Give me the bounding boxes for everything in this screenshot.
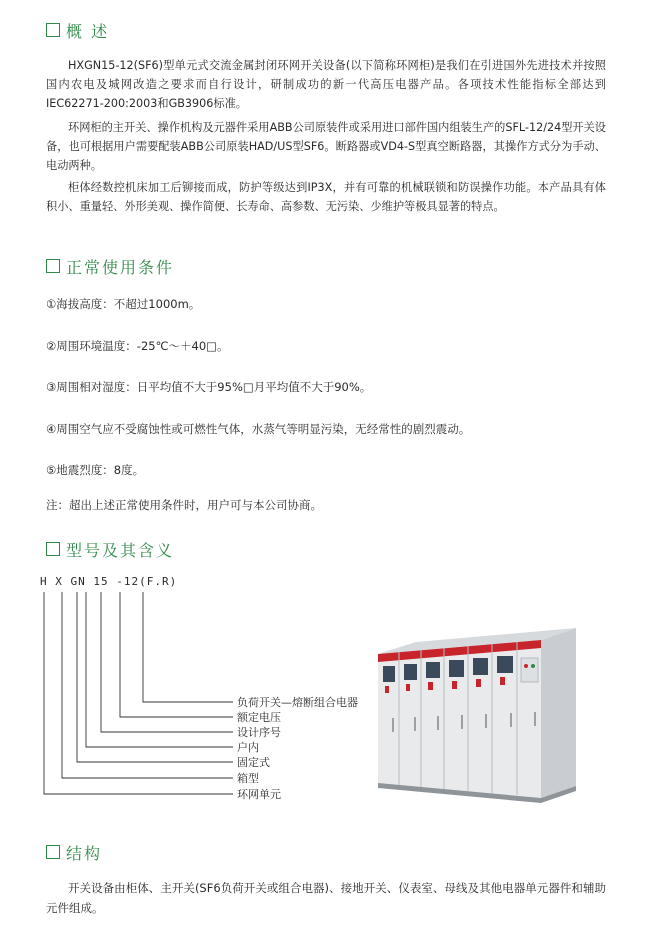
legend-line-indoor xyxy=(86,592,233,747)
legend-line-serial xyxy=(101,592,233,732)
legend-line-box xyxy=(62,592,233,778)
condition-item-altitude: ①海拔高度：不超过1000m。 xyxy=(46,297,201,311)
conditions-title: 正常使用条件 xyxy=(66,257,175,277)
overview-paragraph-2: 环网柜的主开关、操作机构及元器件采用ABB公司原装件或采用进口部件国内组装生产的SFL-12/24型开关设备，也可根据用户需要配装ABB公司原装HAD/US型SF6。断路器或VD4-S型真空断路器，其操作方式分为手动、电动两种。 xyxy=(46,121,606,172)
condition-item-humidity: ③周围相对湿度：日平均值不大于95%□月平均值不大于90%。 xyxy=(46,380,372,394)
legend-indoor: 户内 xyxy=(237,741,259,754)
legend-line-fuse xyxy=(143,592,233,702)
legend-box-type: 箱型 xyxy=(237,772,259,785)
legend-line-ring xyxy=(44,592,233,794)
legend-line-voltage xyxy=(120,592,233,717)
ring-main-unit-cabinet-image xyxy=(376,628,581,803)
overview-paragraph-3: 柜体经数控机床加工后铆接而成，防护等级达到IP3X，并有可靠的机械联锁和防误操作功能。本产品具有体积小、重量轻、外形美观、操作简便、长寿命、高参数、无污染、少维护等极具显著的特点。 xyxy=(46,181,606,213)
checkbox-square-icon xyxy=(46,845,60,859)
legend-ring-main-unit: 环网单元 xyxy=(237,788,281,801)
model-code: H X GN 15 -12(F.R) xyxy=(40,575,178,588)
legend-fuse-combination: 负荷开关—熔断组合电器 xyxy=(237,696,358,709)
structure-heading xyxy=(46,841,102,863)
legend-fixed-type: 固定式 xyxy=(237,756,270,769)
condition-item-air: ④周围空气应不受腐蚀性或可燃性气体，水蒸气等明显污染，无经常性的剧烈震动。 xyxy=(46,422,471,436)
model-title: 型号及其含义 xyxy=(66,540,175,560)
overview-paragraph-1: HXGN15-12(SF6)型单元式交流金属封闭环网开关设备(以下简称环网柜)是我们在引进国外先进技术并按照国内农电及城网改造之要求而自行设计，研制成功的新一代高压电器产品。各项技术性能指标全部达到IEC62271-200:2003和GB3906标准。 xyxy=(46,59,606,110)
condition-item-temperature: ②周围环境温度：-25℃～＋40□。 xyxy=(46,339,229,353)
conditions-note: 注：超出上述正常使用条件时，用户可与本公司协商。 xyxy=(46,498,322,512)
overview-title: 概 述 xyxy=(66,21,110,41)
legend-rated-voltage: 额定电压 xyxy=(237,711,281,724)
legend-design-serial: 设计序号 xyxy=(237,726,281,739)
condition-item-seismic: ⑤地震烈度：8度。 xyxy=(46,463,145,477)
structure-paragraph: 开关设备由柜体、主开关(SF6负荷开关或组合电器)、接地开关、仪表室、母线及其他电器单元器件和辅助元件组成。 xyxy=(46,881,606,915)
structure-title: 结构 xyxy=(66,843,103,863)
legend-line-fixed xyxy=(77,592,233,762)
